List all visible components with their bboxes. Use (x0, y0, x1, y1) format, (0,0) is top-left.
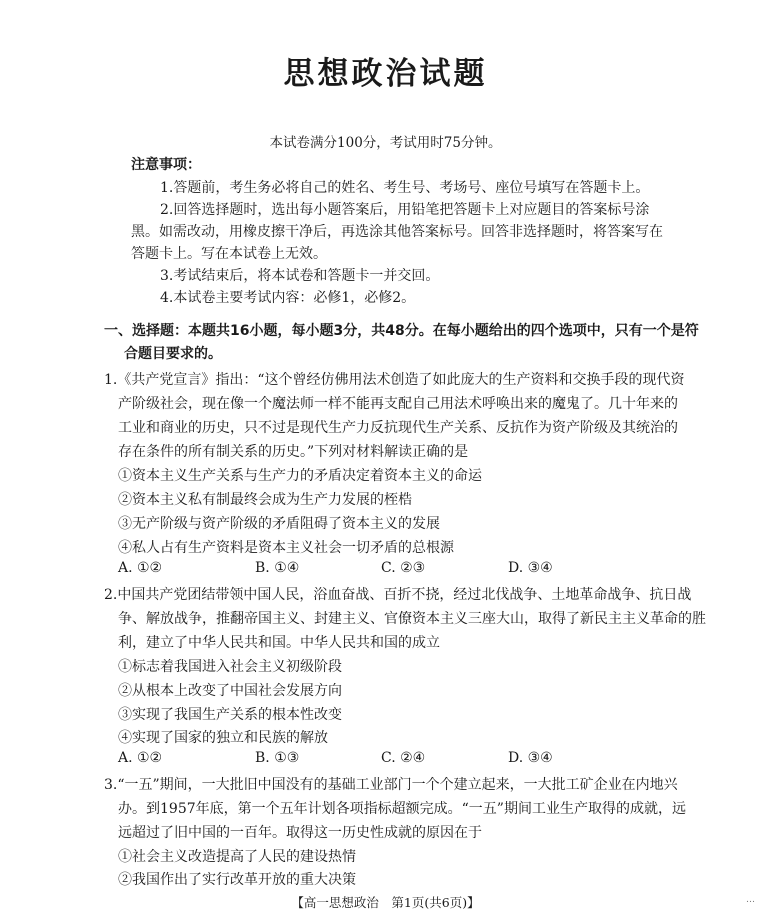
corner-mark: … (746, 895, 755, 905)
notice-line: 答题卡上。写在本试卷上无效。 (131, 246, 327, 262)
question-2-item: ④实现了国家的独立和民族的解放 (118, 730, 328, 746)
question-3-stem: 办。到1957年底，第一个五年计划各项指标超额完成。“一五”期间工业生产取得的成就，远 (118, 801, 686, 817)
question-1-stem: 工业和商业的历史，只不过是现代生产力反抗现代生产关系、反抗作为资产阶级及其统治的 (118, 420, 678, 436)
question-1-option-b: B. ①④ (255, 560, 300, 576)
exam-info: 本试卷满分100分，考试用时75分钟。 (269, 135, 502, 151)
question-1-item: ④私人占有生产资料是资本主义社会一切矛盾的总根源 (118, 540, 454, 556)
question-1-option-a: A. ①② (118, 560, 163, 576)
question-2-item: ①标志着我国进入社会主义初级阶段 (118, 659, 342, 675)
notice-heading: 注意事项： (131, 157, 201, 173)
page-title: 思想政治试题 (283, 56, 488, 92)
page-footer: 【高一思想政治 第1页(共6页)】 (291, 895, 480, 910)
question-2-option-d: D. ③④ (508, 750, 553, 766)
question-1-option-c: C. ②③ (381, 560, 426, 576)
question-3-stem: 3.“一五”期间，一大批旧中国没有的基础工业部门一个个建立起来，一大批工矿企业在内地兴 (104, 777, 678, 793)
question-1-stem: 产阶级社会，现在像一个魔法师一样不能再支配自己用法术呼唤出来的魔鬼了。几十年来的 (118, 396, 678, 412)
question-1-item: ①资本主义生产关系与生产力的矛盾决定着资本主义的命运 (118, 468, 482, 484)
question-1-item: ②资本主义私有制最终会成为生产力发展的桎梏 (118, 492, 412, 508)
question-2-stem: 利，建立了中华人民共和国。中华人民共和国的成立 (118, 635, 440, 651)
question-2-option-c: C. ②④ (381, 750, 426, 766)
notice-line: 4.本试卷主要考试内容：必修1，必修2。 (160, 290, 416, 306)
question-1-stem: 1.《共产党宣言》指出：“这个曾经仿佛用法术创造了如此庞大的生产资料和交换手段的现代资 (104, 372, 685, 388)
notice-line: 2.回答选择题时，选出每小题答案后，用铅笔把答题卡上对应题目的答案标号涂 (160, 202, 650, 218)
question-1-stem: 存在条件的所有制关系的历史。”下列对材料解读正确的是 (118, 444, 469, 460)
section-header-cont: 合题目要求的。 (124, 346, 222, 362)
section-header: 一、选择题：本题共16小题，每小题3分，共48分。在每小题给出的四个选项中，只有一个是符 (104, 323, 699, 339)
question-3-item: ②我国作出了实行改革开放的重大决策 (118, 872, 356, 888)
question-2-item: ②从根本上改变了中国社会发展方向 (118, 683, 342, 699)
question-2-stem: 争、解放战争，推翻帝国主义、封建主义、官僚资本主义三座大山，取得了新民主主义革命的胜 (118, 611, 706, 627)
notice-line: 1.答题前，考生务必将自己的姓名、考生号、考场号、座位号填写在答题卡上。 (160, 180, 650, 196)
question-2-option-a: A. ①② (118, 750, 163, 766)
question-1-option-d: D. ③④ (508, 560, 553, 576)
question-3-stem: 远超过了旧中国的一百年。取得这一历史性成就的原因在于 (118, 825, 482, 841)
question-2-item: ③实现了我国生产关系的根本性改变 (118, 707, 342, 723)
notice-line: 黑。如需改动，用橡皮擦干净后，再选涂其他答案标号。回答非选择题时，将答案写在 (131, 224, 663, 240)
question-1-item: ③无产阶级与资产阶级的矛盾阻碍了资本主义的发展 (118, 516, 440, 532)
question-3-item: ①社会主义改造提高了人民的建设热情 (118, 849, 356, 865)
notice-line: 3.考试结束后，将本试卷和答题卡一并交回。 (160, 268, 440, 284)
question-2-stem: 2.中国共产党团结带领中国人民，浴血奋战、百折不挠，经过北伐战争、土地革命战争、抗日战 (104, 587, 692, 603)
question-2-option-b: B. ①③ (255, 750, 300, 766)
